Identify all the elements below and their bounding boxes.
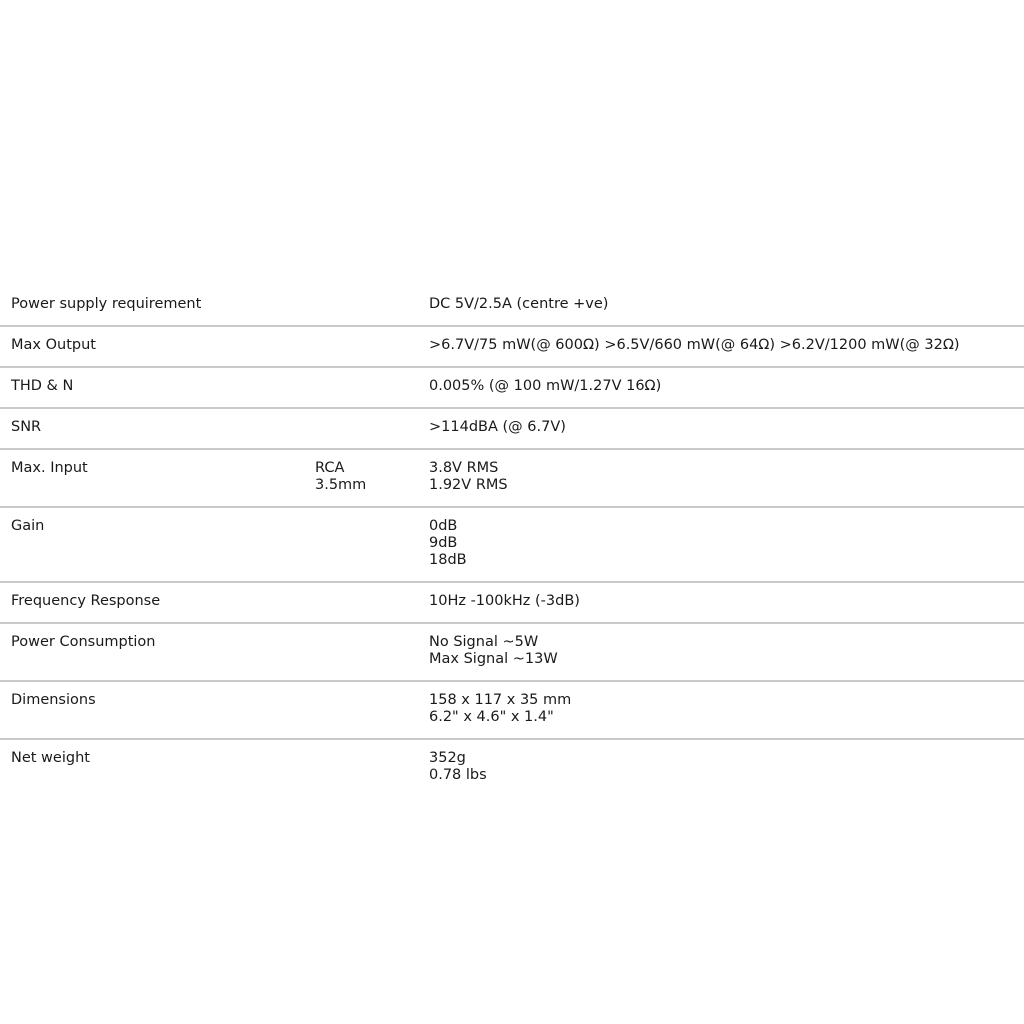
spec-row <box>0 450 1024 508</box>
spec-sub-line: RCA <box>315 460 345 476</box>
spec-value-line: 18dB <box>429 552 467 568</box>
spec-value-line: >114dBA (@ 6.7V) <box>429 419 566 435</box>
spec-value-line: 6.2" x 4.6" x 1.4" <box>429 709 554 725</box>
spec-value <box>429 692 1024 726</box>
spec-value <box>429 593 1024 610</box>
spec-row <box>0 583 1024 624</box>
spec-value-line: 0.005% (@ 100 mW/1.27V 16Ω) <box>429 378 662 394</box>
spec-value-line: 158 x 117 x 35 mm <box>429 692 572 708</box>
spec-value-line: 3.8V RMS <box>429 460 499 476</box>
spec-value <box>429 337 1024 354</box>
spec-sub-line: 3.5mm <box>315 477 367 493</box>
spec-label: THD & N <box>11 378 74 394</box>
spec-label: SNR <box>11 419 42 435</box>
spec-value-line: 0.78 lbs <box>429 767 487 783</box>
spec-value <box>429 460 1024 494</box>
spec-label: Gain <box>11 518 45 534</box>
spec-value <box>429 378 1024 395</box>
spec-value-line: 0dB <box>429 518 458 534</box>
spec-row <box>0 624 1024 682</box>
spec-value-line: 352g <box>429 750 466 766</box>
spec-value <box>429 419 1024 436</box>
spec-label: Max Output <box>11 337 96 353</box>
spec-label: Net weight <box>11 750 90 766</box>
spec-value-line: >6.7V/75 mW(@ 600Ω) >6.5V/660 mW(@ 64Ω) >6.2V/1200 mW(@ 32Ω) <box>429 337 960 353</box>
spec-value-line: DC 5V/2.5A (centre +ve) <box>429 296 609 312</box>
spec-value-line: Max Signal ~13W <box>429 651 558 667</box>
spec-row <box>0 368 1024 409</box>
spec-label: Max. Input <box>11 460 88 476</box>
spec-value-line: 9dB <box>429 535 458 551</box>
spec-row <box>0 327 1024 368</box>
spec-value-line: 1.92V RMS <box>429 477 508 493</box>
spec-value <box>429 518 1024 569</box>
spec-value <box>429 296 1024 313</box>
spec-label: Dimensions <box>11 692 96 708</box>
spec-value-line: 10Hz -100kHz (-3dB) <box>429 593 580 609</box>
spec-row <box>0 409 1024 450</box>
spec-row <box>0 286 1024 327</box>
spec-row <box>0 508 1024 583</box>
spec-label: Frequency Response <box>11 593 161 609</box>
spec-row <box>0 682 1024 740</box>
spec-label: Power supply requirement <box>11 296 202 312</box>
spec-row <box>0 740 1024 796</box>
spec-table <box>0 286 1024 796</box>
spec-value <box>429 750 1024 784</box>
spec-sub-label <box>315 460 429 494</box>
spec-value-line: No Signal ~5W <box>429 634 539 650</box>
spec-value <box>429 634 1024 668</box>
spec-label: Power Consumption <box>11 634 156 650</box>
